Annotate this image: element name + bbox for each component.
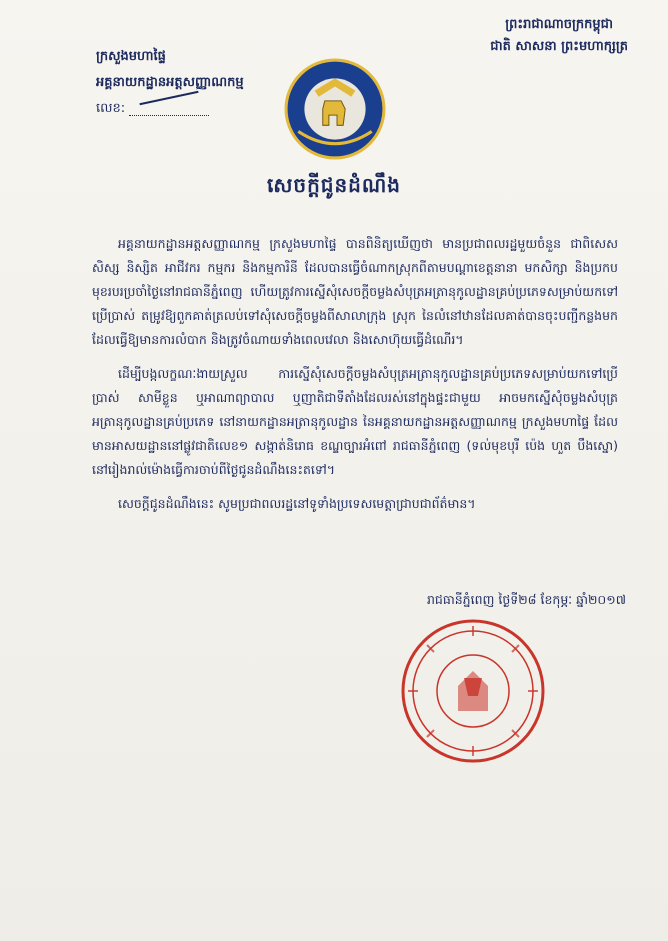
paragraph-closing: សេចក្តីជូនដំណឹងនេះ សូមប្រជាពលរដ្ឋនៅទូទាំងប្រទេសមេត្តាជ្រាបជាព័ត៌មាន។ — [118, 496, 476, 511]
document-title: សេចក្តីជូនដំណឹង — [267, 173, 401, 197]
reference-number — [96, 96, 244, 122]
national-motto: ជាតិ សាសនា ព្រះមហាក្សត្រ — [490, 39, 628, 54]
ministry-name: ក្រសួងមហាផ្ទៃ — [96, 49, 166, 64]
kingdom-name: ព្រះរាជាណាចក្រកម្ពុជា — [505, 17, 613, 32]
paragraph-1: អគ្គនាយកដ្ឋានអត្តសញ្ញាណកម្ម ក្រសួងមហាផ្ទៃ បានពិនិត្យឃើញថា មានប្រជាពលរដ្ឋមួយចំនួន ជាពិសេសសិស្ស និស្សិត អាជីវករ កម្មករ និងកម្មការិនី ដែលបានធ្វើចំណាកស្រុកពីតាមបណ្តាខេត្តនានា មកសិក្សា និងប្រកបមុខរបរប្រចាំថ្ងៃនៅរាជធានីភ្នំពេញ ហើយត្រូវការស្នើសុំសេចក្តីចម្លងសំបុត្រអត្រានុកូលដ្ឋានគ្រប់ប្រភេទសម្រាប់យកទៅប្រើប្រាស់ តម្រូវឱ្យពួកគាត់ត្រលប់ទៅសុំសេចក្តីចម្លងពីសាលាក្រុង ស្រុក នៃលំនៅឋានដែលគាត់បានចុះបញ្ជីកន្លងមក ដែលធ្វើឱ្យមានការលំបាក និងត្រូវចំណាយទាំងពេលវេលា និងសោហ៊ុយធ្វើដំណើរ។ — [92, 236, 618, 347]
paragraph-2: ដើម្បីបង្កលក្ខណៈងាយស្រួល ការស្នើសុំសេចក្តីចម្លងសំបុត្រអត្រានុកូលដ្ឋានគ្រប់ប្រភេទសម្រាប់យកទៅប្រើប្រាស់ សាមីខ្លួន ឬអាណាព្យាបាល ឬញាតិជាទីតាំងដែលរស់នៅក្នុងផ្ទះជាមួយ អាចមកស្នើសុំចម្លងសំបុត្រអត្រានុកូលដ្ឋានគ្រប់ប្រភេទ នៅនាយកដ្ឋានអត្រានុកូលដ្ឋាន នៃអគ្គនាយកដ្ឋានអត្តសញ្ញាណកម្ម ក្រសួងមហាផ្ទៃ ដែលមានអាសយដ្ឋាននៅផ្លូវជាតិលេខ១ សង្កាត់និរោធ ខណ្ឌច្បារអំពៅ រាជធានីភ្នំពេញ (ទល់មុខបុរី ប៉េង ហួត បឹងស្នោ) នៅរៀងរាល់ម៉ោងធ្វើការចាប់ពីថ្ងៃជូនដំណឹងនេះតទៅ។ — [92, 366, 618, 477]
date-place-line: រាជធានីភ្នំពេញ ថ្ងៃទី២៨ ខែកុម្ភៈ ឆ្នាំ២០១៧ — [426, 592, 626, 607]
kingdom-header — [490, 14, 628, 58]
official-seal-icon — [398, 616, 548, 766]
department-name: អគ្គនាយកដ្ឋានអត្តសញ្ញាណកម្ម — [96, 75, 244, 90]
reference-handwritten-mark — [129, 101, 209, 116]
announcement-body — [92, 232, 618, 526]
reference-label: លេខ: — [96, 101, 126, 116]
sender-block — [96, 44, 244, 122]
ministry-emblem-icon — [284, 58, 386, 160]
